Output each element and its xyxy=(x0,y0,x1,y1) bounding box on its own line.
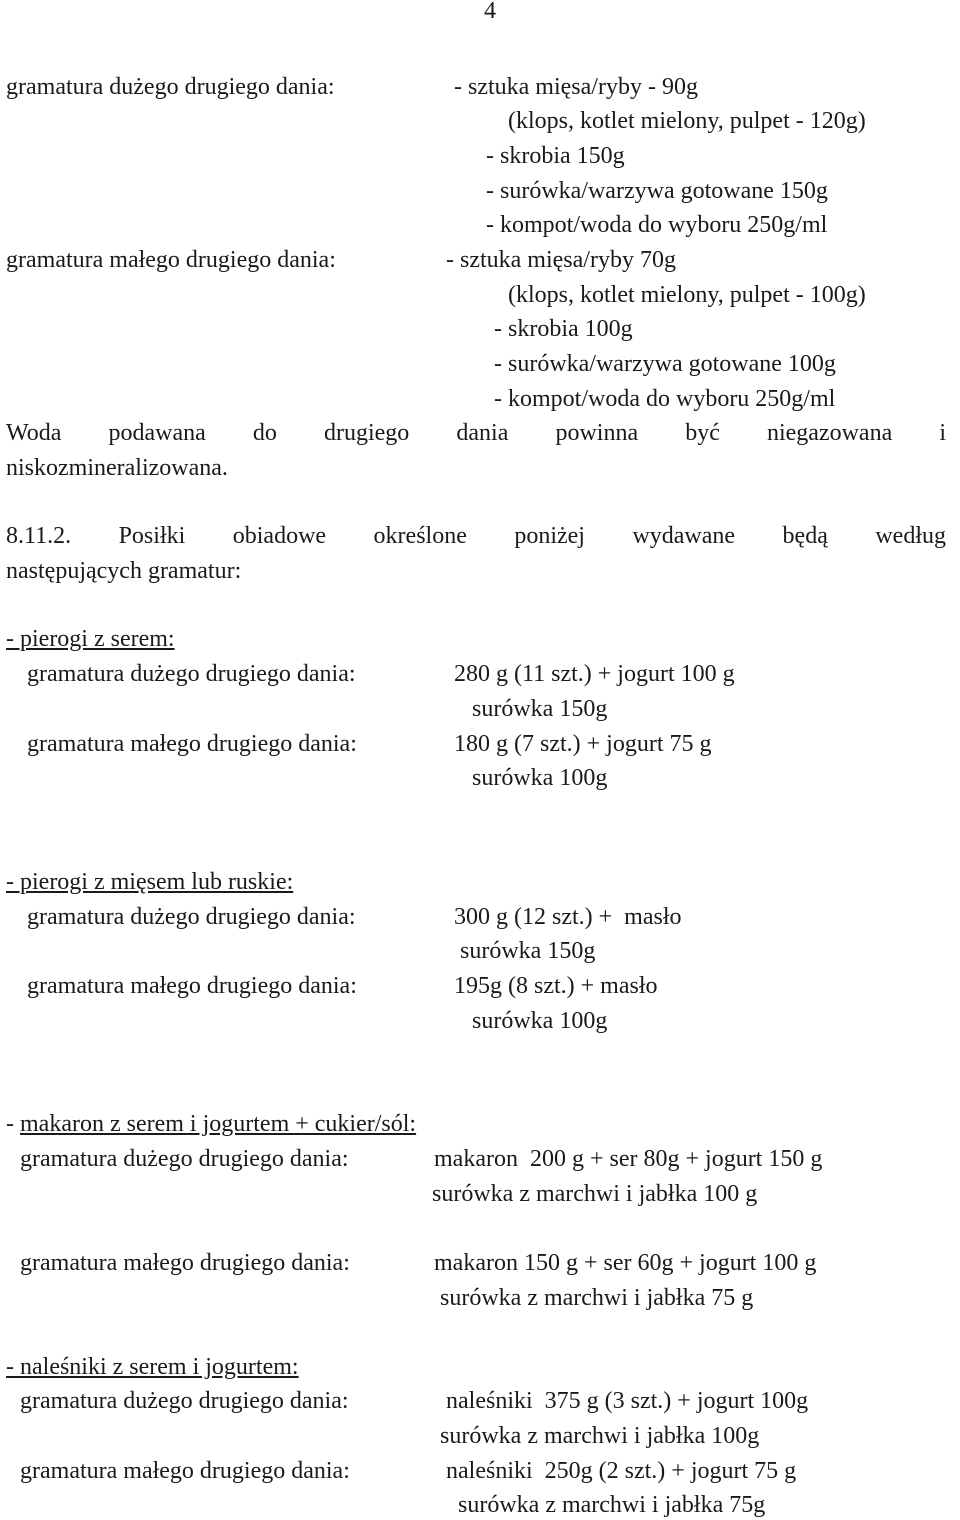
pierogi-ser-big-label: gramatura dużego drugiego dania: xyxy=(27,661,356,687)
small-portion-starch: - skrobia 100g xyxy=(494,316,633,342)
pierogi-mieso-big-value: 300 g (12 szt.) + masło xyxy=(454,904,682,930)
small-portion-salad: - surówka/warzywa gotowane 100g xyxy=(494,351,836,377)
big-portion-label: gramatura dużego drugiego dania: xyxy=(6,74,335,100)
nalesniki-small-salad: surówka z marchwi i jabłka 75g xyxy=(458,1492,766,1518)
pierogi-ser-big-value: 280 g (11 szt.) + jogurt 100 g xyxy=(454,661,735,687)
water-note-line1: Woda podawana do drugiego dania powinna być niegazowana i xyxy=(6,420,946,446)
nalesniki-big-salad: surówka z marchwi i jabłka 100g xyxy=(440,1423,760,1449)
big-portion-drink: - kompot/woda do wyboru 250g/ml xyxy=(486,212,828,238)
makaron-small-salad: surówka z marchwi i jabłka 75 g xyxy=(440,1285,754,1311)
pierogi-mieso-small-label: gramatura małego drugiego dania: xyxy=(27,973,357,999)
makaron-title-text: makaron z serem i jogurtem + cukier/sól: xyxy=(20,1111,417,1137)
small-portion-drink: - kompot/woda do wyboru 250g/ml xyxy=(494,386,836,412)
makaron-small-value: makaron 150 g + ser 60g + jogurt 100 g xyxy=(434,1250,817,1276)
nalesniki-big-value: naleśniki 375 g (3 szt.) + jogurt 100g xyxy=(446,1388,809,1414)
water-note-line2: niskozmineralizowana. xyxy=(6,455,228,481)
makaron-big-value: makaron 200 g + ser 80g + jogurt 150 g xyxy=(434,1146,823,1172)
pierogi-mieso-title: - pierogi z mięsem lub ruskie: xyxy=(6,869,294,895)
big-portion-meat: - sztuka mięsa/ryby - 90g xyxy=(454,74,698,100)
pierogi-mieso-small-salad: surówka 100g xyxy=(472,1008,608,1034)
nalesniki-big-label: gramatura dużego drugiego dania: xyxy=(20,1388,349,1414)
pierogi-ser-title: - pierogi z serem: xyxy=(6,626,175,652)
section-heading-line1: 8.11.2. Posiłki obiadowe określone poniżej wydawane będą według xyxy=(6,523,946,549)
section-heading-line2: następujących gramatur: xyxy=(6,558,242,584)
nalesniki-small-label: gramatura małego drugiego dania: xyxy=(20,1458,350,1484)
nalesniki-title: - naleśniki z serem i jogurtem: xyxy=(6,1354,299,1380)
makaron-small-label: gramatura małego drugiego dania: xyxy=(20,1250,350,1276)
big-portion-salad: - surówka/warzywa gotowane 150g xyxy=(486,178,828,204)
nalesniki-small-value: naleśniki 250g (2 szt.) + jogurt 75 g xyxy=(446,1458,797,1484)
makaron-big-label: gramatura dużego drugiego dania: xyxy=(20,1146,349,1172)
pierogi-ser-small-salad: surówka 100g xyxy=(472,765,608,791)
pierogi-mieso-big-salad: surówka 150g xyxy=(460,938,596,964)
page-number: 4 xyxy=(484,0,496,24)
makaron-title xyxy=(6,1109,416,1139)
pierogi-ser-small-value: 180 g (7 szt.) + jogurt 75 g xyxy=(454,731,712,757)
small-portion-label: gramatura małego drugiego dania: xyxy=(6,247,336,273)
pierogi-mieso-small-value: 195g (8 szt.) + masło xyxy=(454,973,658,999)
big-portion-starch: - skrobia 150g xyxy=(486,143,625,169)
small-portion-meat: - sztuka mięsa/ryby 70g xyxy=(446,247,676,273)
pierogi-ser-big-salad: surówka 150g xyxy=(472,696,608,722)
pierogi-ser-small-label: gramatura małego drugiego dania: xyxy=(27,731,357,757)
makaron-title-dash: - xyxy=(6,1111,20,1137)
makaron-big-salad: surówka z marchwi i jabłka 100 g xyxy=(432,1181,758,1207)
big-portion-meat-alt: (klops, kotlet mielony, pulpet - 120g) xyxy=(508,108,866,134)
pierogi-mieso-big-label: gramatura dużego drugiego dania: xyxy=(27,904,356,930)
small-portion-meat-alt: (klops, kotlet mielony, pulpet - 100g) xyxy=(508,282,866,308)
